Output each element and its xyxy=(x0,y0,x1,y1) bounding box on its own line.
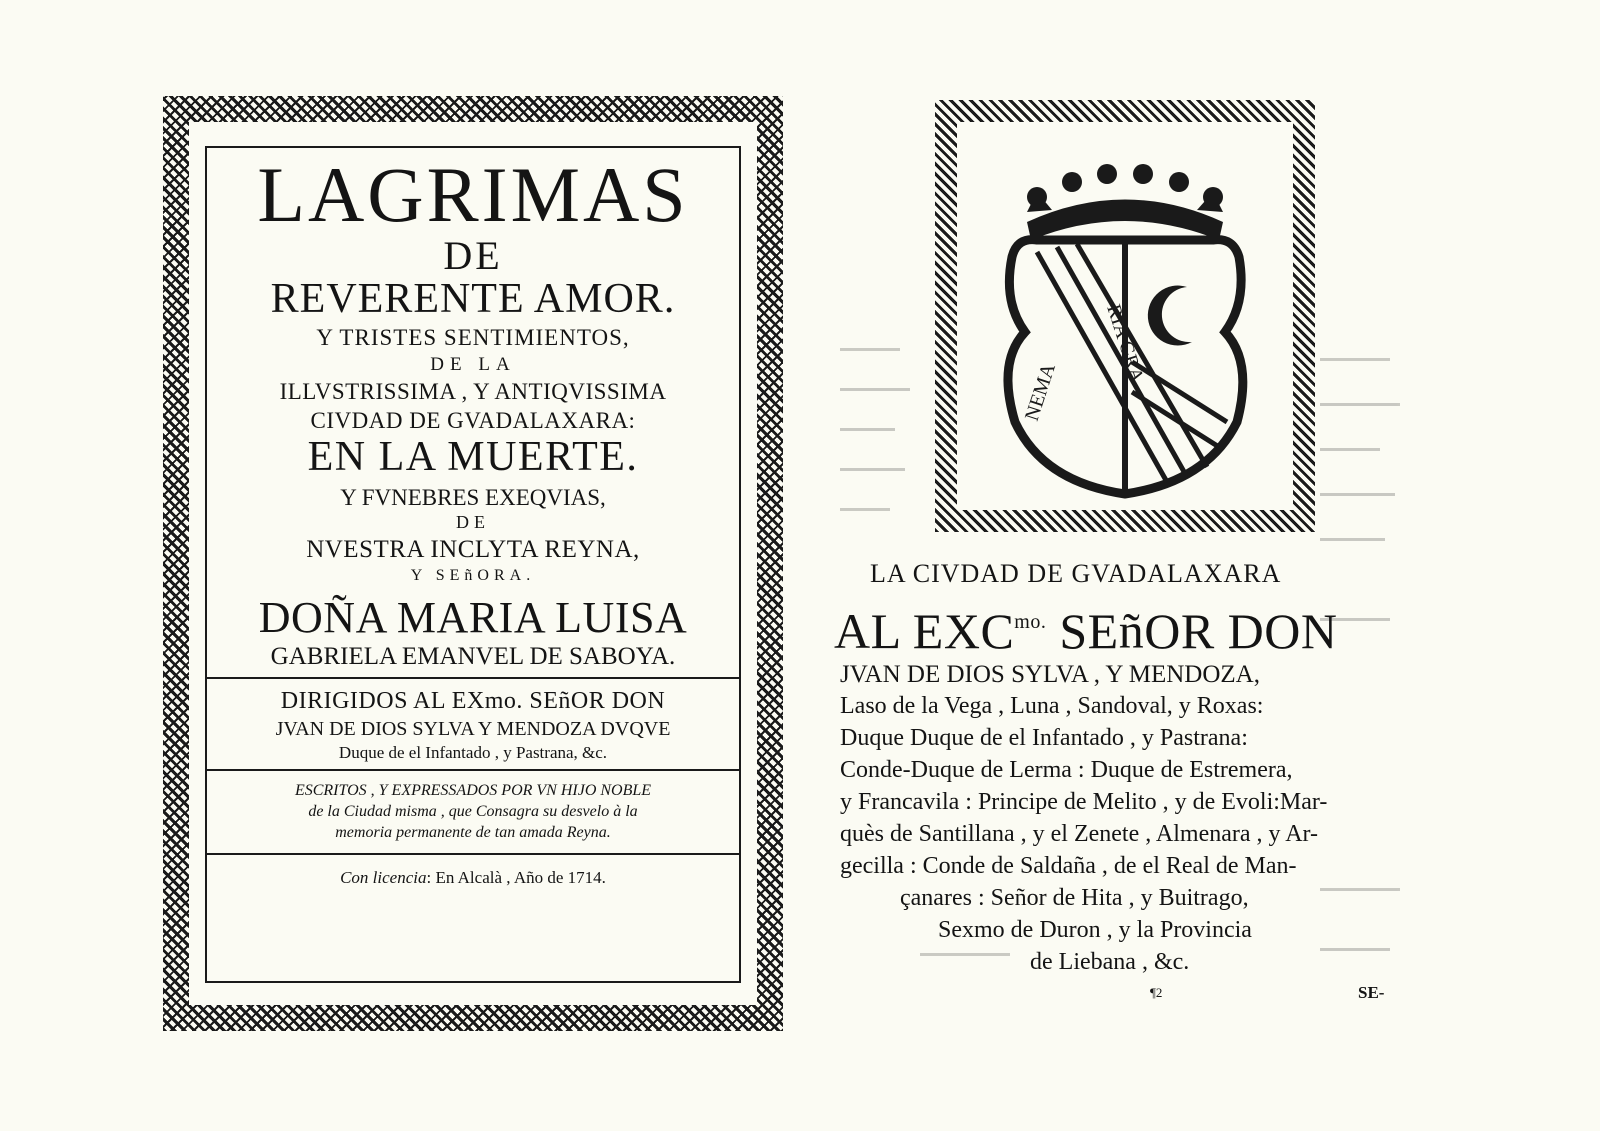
heading-la-ciudad: LA CIVDAD DE GVADALAXARA xyxy=(870,559,1282,588)
queen-name-2: GABRIELA EMANVEL DE SABOYA. xyxy=(270,643,676,670)
title-line-de-la: DE LA xyxy=(430,354,516,375)
dedicatee-name: JVAN DE DIOS SYLVA , Y MENDOZA, xyxy=(840,661,1260,688)
crest-label-left: NEMA xyxy=(1020,360,1060,424)
heading-al-pre: AL EXC xyxy=(834,603,1015,659)
title-page-text-block xyxy=(205,146,741,983)
titles-line-1: Laso de la Vega , Luna , Sandoval, y Roxas: xyxy=(840,693,1264,719)
title-line-funebres: Y FVNEBRES EXEQVIAS, xyxy=(340,485,606,510)
divider-rule xyxy=(207,677,739,679)
title-line-de: DE xyxy=(443,233,503,278)
dedication-line-3: Duque de el Infantado , y Pastrana, &c. xyxy=(338,743,608,762)
titles-line-4: y Francavila : Principe de Melito , y de Evoli:Mar- xyxy=(840,789,1328,815)
title-line-nuestra: NVESTRA INCLYTA REYNA, xyxy=(306,536,640,563)
author-line-1: ESCRITOS , Y EXPRESSADOS POR VN HIJO NOBLE xyxy=(294,782,652,799)
dedication-page xyxy=(834,96,1420,1031)
dedication-line-1: DIRIGIDOS AL EXmo. SEñOR DON xyxy=(280,688,666,714)
coat-of-arms-frame xyxy=(935,100,1315,532)
divider-rule xyxy=(207,853,739,855)
titles-line-3: Conde-Duque de Lerma : Duque de Estremera, xyxy=(840,757,1293,783)
titles-line-5: quès de Santillana , y el Zenete , Almenara , y Ar- xyxy=(840,821,1319,847)
queen-name: DOÑA MARIA LUISA xyxy=(258,593,688,642)
heading-al-senor xyxy=(834,603,1338,659)
titles-line-8: Sexmo de Duron , y la Provincia xyxy=(938,917,1252,943)
main-title: LAGRIMAS xyxy=(257,151,689,238)
author-line-3: memoria permanente de tan amada Reyna. xyxy=(335,824,611,841)
titles-line-7: çanares : Señor de Hita , y Buitrago, xyxy=(900,885,1249,911)
titles-line-2: Duque Duque de el Infantado , y Pastrana: xyxy=(840,725,1248,751)
heading-al-post: SEñOR DON xyxy=(1046,603,1338,659)
imprint-licencia: Con licencia xyxy=(340,868,427,887)
title-line-muerte: EN LA MUERTE. xyxy=(307,434,639,480)
coat-of-arms-icon xyxy=(957,122,1293,510)
title-line-senora: Y SEñORA. xyxy=(410,567,536,584)
title-line-illustrissima: ILLVSTRISSIMA , Y ANTIQVISSIMA xyxy=(279,379,667,404)
title-line-de-2: DE xyxy=(456,512,490,532)
signature-mark: ¶2 xyxy=(1150,985,1163,1000)
titles-line-9: de Liebana , &c. xyxy=(1030,949,1190,975)
author-line-2: de la Ciudad misma , que Consagra su desvelo à la xyxy=(308,803,638,820)
catchword: SE- xyxy=(1358,983,1385,1002)
titles-line-6: gecilla : Conde de Saldaña , de el Real de Man- xyxy=(840,853,1297,879)
dedication-line-2: JVAN DE DIOS SYLVA Y MENDOZA DVQVE xyxy=(275,718,671,740)
divider-rule xyxy=(207,769,739,771)
title-line-reverente: REVERENTE AMOR. xyxy=(270,276,676,322)
imprint-line xyxy=(207,869,739,886)
title-line-tristes: Y TRISTES SENTIMIENTOS, xyxy=(316,325,630,350)
heading-al-sup: mo. xyxy=(1014,611,1047,633)
title-line-ciudad: CIVDAD DE GVADALAXARA: xyxy=(310,408,636,433)
imprint-place-date: : En Alcalà , Año de 1714. xyxy=(426,868,606,887)
title-page xyxy=(163,96,783,1031)
crest-label-right: RIA GRA xyxy=(1102,301,1149,386)
